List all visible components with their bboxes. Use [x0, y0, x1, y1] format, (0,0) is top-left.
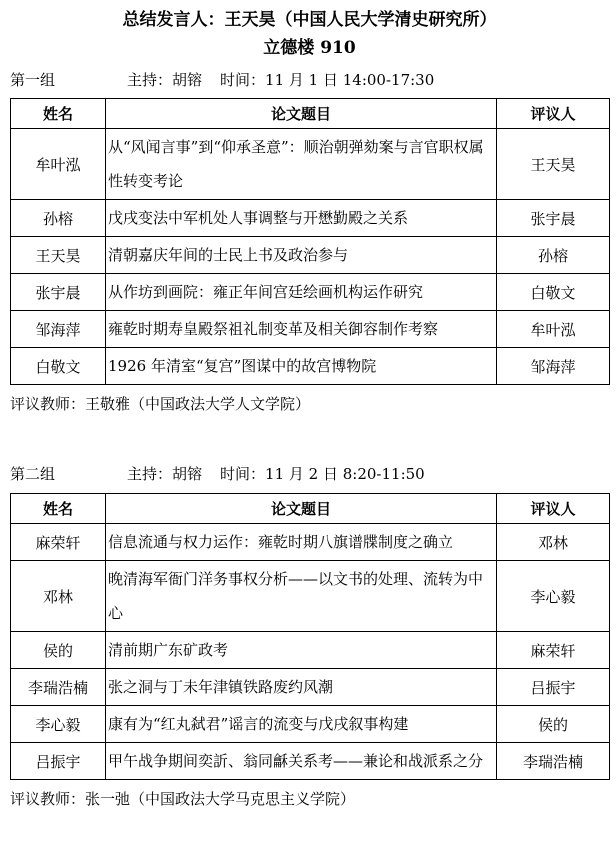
table-header-row: [11, 99, 610, 129]
page-title: 总结发言人：王天昊（中国人民大学清史研究所）: [122, 10, 497, 30]
header-name: 姓名: [11, 494, 106, 524]
reviewer-cell: 侯的: [497, 706, 610, 743]
session-1-table: [10, 98, 610, 385]
header-paper: 论文题目: [106, 494, 497, 524]
session-1-reviewer-teacher-note: 评议教师：王敬雅（中国政法大学人文学院）: [10, 395, 311, 413]
name-cell: 李心毅: [11, 706, 106, 743]
session-2-host: 主持：胡镕: [127, 465, 203, 483]
table-row: [11, 743, 610, 780]
paper-cell: 从作坊到画院：雍正年间宫廷绘画机构运作研究: [106, 274, 497, 311]
table-row: [11, 274, 610, 311]
session-1-time: 时间：11 月 1 日 14:00-17:30: [220, 71, 435, 89]
reviewer-cell: 白敬文: [497, 274, 610, 311]
name-cell: 白敬文: [11, 348, 106, 385]
reviewer-cell: 吕振宇: [497, 669, 610, 706]
table-row: [11, 348, 610, 385]
session-2-reviewer-teacher-note: 评议教师：张一弛（中国政法大学马克思主义学院）: [10, 790, 356, 808]
name-cell: 吕振宇: [11, 743, 106, 780]
reviewer-cell: 孙榕: [497, 237, 610, 274]
paper-cell: 张之洞与丁未年津镇铁路废约风潮: [106, 669, 497, 706]
header-reviewer: 评议人: [497, 99, 610, 129]
name-cell: 牟叶泓: [11, 129, 106, 200]
session-1-group-label: 第一组: [10, 71, 56, 89]
table-row: [11, 200, 610, 237]
table-header-row: [11, 494, 610, 524]
paper-cell: 1926 年清室“复宫”图谋中的故宫博物院: [106, 348, 497, 385]
header-name: 姓名: [11, 99, 106, 129]
header-paper: 论文题目: [106, 99, 497, 129]
paper-cell: 信息流通与权力运作：雍乾时期八旗谱牒制度之确立: [106, 524, 497, 561]
session-2-table: [10, 493, 610, 780]
name-cell: 侯的: [11, 632, 106, 669]
table-row: [11, 706, 610, 743]
name-cell: 张宇晨: [11, 274, 106, 311]
name-cell: 麻荣轩: [11, 524, 106, 561]
paper-cell: 康有为“红丸弑君”谣言的流变与戊戌叙事构建: [106, 706, 497, 743]
table-row: [11, 237, 610, 274]
table-row: [11, 669, 610, 706]
reviewer-cell: 邹海萍: [497, 348, 610, 385]
paper-cell: 雍乾时期寿皇殿祭祖礼制变革及相关御容制作考察: [106, 311, 497, 348]
reviewer-cell: 王天昊: [497, 129, 610, 200]
name-cell: 邹海萍: [11, 311, 106, 348]
session-2-group-label: 第二组: [10, 465, 56, 483]
table-row: [11, 311, 610, 348]
reviewer-cell: 张宇晨: [497, 200, 610, 237]
paper-cell: 清前期广东矿政考: [106, 632, 497, 669]
table-row: [11, 129, 610, 200]
name-cell: 孙榕: [11, 200, 106, 237]
reviewer-cell: 李心毅: [497, 561, 610, 632]
venue-line: 立德楼 910: [263, 38, 356, 58]
paper-cell: 晚清海军衙门洋务事权分析——以文书的处理、流转为中心: [106, 561, 497, 632]
table-row: [11, 561, 610, 632]
paper-cell: 从“风闻言事”到“仰承圣意”：顺治朝弹劾案与言官职权属性转变考论: [106, 129, 497, 200]
name-cell: 王天昊: [11, 237, 106, 274]
paper-cell: 甲午战争期间奕訢、翁同龢关系考——兼论和战派系之分: [106, 743, 497, 780]
name-cell: 邓林: [11, 561, 106, 632]
name-cell: 李瑞浩楠: [11, 669, 106, 706]
paper-cell: 戊戌变法中军机处人事调整与开懋勤殿之关系: [106, 200, 497, 237]
header-reviewer: 评议人: [497, 494, 610, 524]
session-1-host: 主持：胡镕: [127, 71, 203, 89]
session-1-info: [10, 70, 609, 90]
paper-cell: 清朝嘉庆年间的士民上书及政治参与: [106, 237, 497, 274]
table-row: [11, 524, 610, 561]
table-row: [11, 632, 610, 669]
reviewer-cell: 邓林: [497, 524, 610, 561]
reviewer-cell: 麻荣轩: [497, 632, 610, 669]
session-2-time: 时间：11 月 2 日 8:20-11:50: [220, 465, 425, 483]
session-2-info: [10, 464, 609, 484]
reviewer-cell: 牟叶泓: [497, 311, 610, 348]
reviewer-cell: 李瑞浩楠: [497, 743, 610, 780]
